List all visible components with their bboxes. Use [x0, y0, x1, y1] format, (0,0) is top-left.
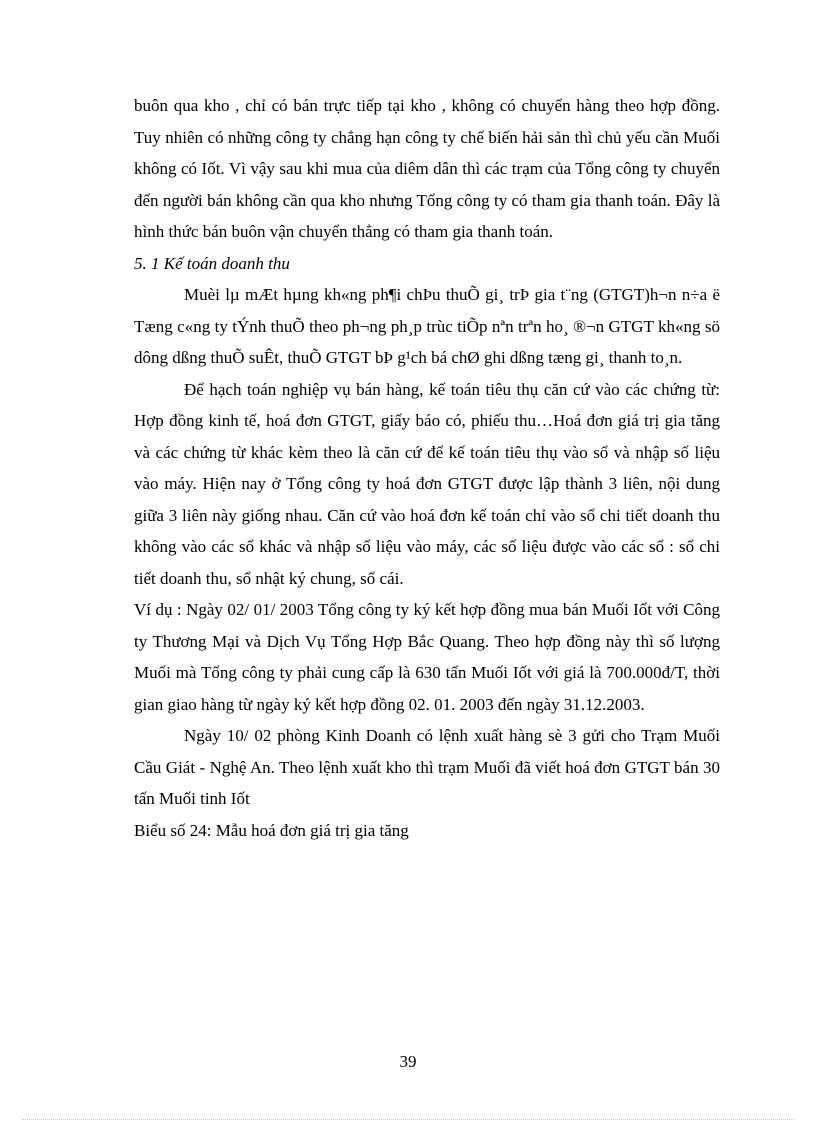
form-caption: Biểu số 24: Mẫu hoá đơn giá trị gia tăng — [134, 820, 409, 840]
paragraph-continuation: buôn qua kho , chỉ có bán trực tiếp tại kho , không có chuyển hàng theo hợp đồng. Tuy nhiên có những công ty chẳng hạn công ty chế biến hải sản thì chủ yếu cần Muối không có Iốt. Vì vậy sau khi mua của diêm dân thì các trạm của Tổng công ty chuyển đến người bán không cần qua kho nhưng Tổng công ty có tham gia thanh toán. Đây là hình thức bán buôn vận chuyển thẳng có tham gia thanh toán. — [134, 96, 720, 241]
page-bottom-rule — [22, 1119, 794, 1120]
paragraph-documents: Để hạch toán nghiệp vụ bán hàng, kế toán tiêu thụ căn cứ vào các chứng từ: Hợp đồng kinh tế, hoá đơn GTGT, giấy báo có, phiếu thu…Hoá đơn giá trị gia tăng và các chứng từ khác kèm theo là căn cứ để kế toán tiêu thụ vào sổ và nhập số liệu vào máy. Hiện nay ở Tổng công ty hoá đơn GTGT được lập thành 3 liên, nội dung giữa 3 liên này giống nhau. Căn cứ vào hoá đơn kế toán chỉ vào sổ chi tiết doanh thu không vào các sổ khác và nhập số liệu vào máy, các số liệu được vào các sổ : sổ chi tiết doanh thu, sổ nhật ký chung, sổ cái. — [134, 379, 720, 588]
paragraph-garbled: Muèi lµ mÆt hµng kh«ng ph¶i chÞu thuÕ gi¸ trÞ gia t¨ng (GTGT)h¬n n÷a ë Tæng c«ng ty tÝnh thuÕ theo ph¬ng ph¸p trùc tiÕp nªn trªn ho¸ ®¬n GTGT kh«ng sö dông dßng thuÕ suÊt, thuÕ GTGT bÞ g¹ch bá chØ ghi dßng tæng gi¸ thanh to¸n. — [134, 285, 720, 367]
page-number: 39 — [399, 1052, 417, 1071]
paragraph-order: Ngày 10/ 02 phòng Kinh Doanh có lệnh xuất hàng sè 3 gửi cho Trạm Muối Cầu Giát - Nghệ An. Theo lệnh xuất kho thì trạm Muối đã viết hoá đơn GTGT bán 30 tấn Muối tinh Iốt — [134, 726, 720, 808]
section-heading: 5. 1 Kế toán doanh thu — [134, 253, 290, 273]
body-text — [134, 90, 720, 846]
paragraph-example: Ví dụ : Ngày 02/ 01/ 2003 Tổng công ty ký kết hợp đồng mua bán Muối Iốt với Công ty Thương Mại và Dịch Vụ Tổng Hợp Bắc Quang. Theo hợp đồng này thì số lượng Muối mà Tổng công ty phải cung cấp là 630 tấn Muối Iốt với giá là 700.000đ/T, thời gian giao hàng từ ngày ký kết hợp đồng 02. 01. 2003 đến ngày 31.12.2003. — [134, 600, 720, 714]
